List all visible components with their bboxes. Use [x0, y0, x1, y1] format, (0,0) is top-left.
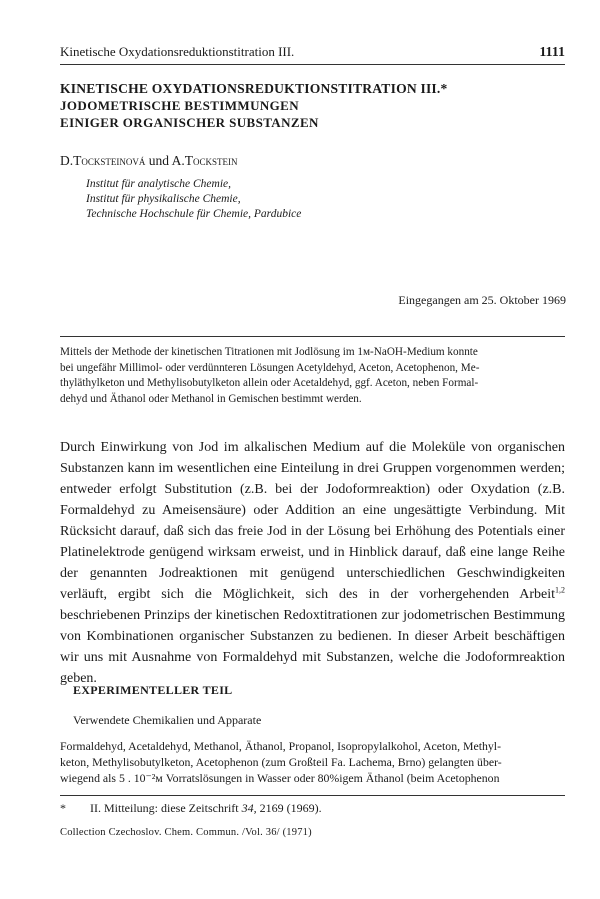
affiliation-3: Technische Hochschule für Chemie, Pardubice — [86, 208, 302, 220]
introduction-paragraph — [60, 437, 565, 689]
author2-initial: A. — [171, 153, 185, 168]
running-header — [60, 44, 565, 65]
running-title: Kinetische Oxydationsreduktionstitration III. — [60, 44, 295, 59]
experimental-line-1: Formaldehyd, Acetaldehyd, Methanol, Äthanol, Propanol, Isopropylalkohol, Aceton, Methyl- — [60, 739, 501, 753]
abstract-line-3: thyläthylketon und Methylisobutylketon allein oder Acetaldehyd, ggf. Aceton, neben Formal- — [60, 377, 479, 390]
article-title — [60, 80, 565, 131]
footnote — [60, 801, 322, 816]
author1-initial: D. — [60, 153, 74, 168]
title-line-2: JODOMETRISCHE BESTIMMUNGEN — [60, 98, 300, 113]
author-connector: und — [145, 153, 172, 168]
abstract-line-1: Mittels der Methode der kinetischen Titrationen mit Jodlösung im 1м-NaOH-Medium konnte — [60, 346, 478, 358]
section-heading: EXPERIMENTELLER TEIL — [73, 683, 233, 697]
page-number: 1111 — [539, 45, 565, 60]
abstract — [60, 336, 565, 407]
intro-part-2: beschriebenen Prinzips der kinetischen Redoxtitrationen zur jodometrischen Bestimmung von Kombinationen organischer Substanzen zu bedienen. In dieser Arbeit beschäftigen wir uns mit Ausnahme von Formaldehyd mit Substanzen, welche die Jodoformreaktion geben. — [60, 608, 565, 686]
reference-marker[interactable]: 1,2 — [555, 585, 565, 595]
authors — [60, 153, 238, 169]
author2-name: Tockstein — [184, 153, 238, 168]
abstract-line-4: dehyd und Äthanol oder Methanol in Gemischen bestimmt werden. — [60, 392, 362, 405]
affiliations — [86, 177, 301, 222]
title-line-3: EINIGER ORGANISCHER SUBSTANZEN — [60, 115, 319, 130]
footnote-marker: * — [60, 801, 66, 815]
experimental-text — [60, 738, 565, 786]
title-line-1: KINETISCHE OXYDATIONSREDUKTIONSTITRATION III.* — [60, 81, 448, 96]
intro-part-1: Durch Einwirkung von Jod im alkalischen Medium auf die Moleküle von organischen Substanzen kann im wesentlichen eine Einteilung in drei Gruppen vorgenommen werden; entweder erfolgt Substitution (z.B. bei der Jodoformreaktion) oder Oxydation (z.B. Formaldehyd zu Ameisensäure) oder Addition an eine ungesättigte Verbindung. Mit Rücksicht darauf, daß sich das freie Jod in der Lösung bei Erhöhung des Potentials einer Platinelektrode genügend wirksam erweist, und in Hinblick darauf, daß eine lange Reihe der genannten Jodreaktionen mit genügend unterschiedlichen Geschwindigkeiten verläuft, ergibt sich die Möglichkeit, sich des in der vorhergehenden Arbeit — [60, 440, 565, 602]
affiliation-2: Institut für physikalische Chemie, — [86, 193, 241, 205]
author1-name: Tocksteinová — [73, 153, 146, 168]
footnote-text: II. Mitteilung: diese Zeitschrift 34, 2169 (1969). — [90, 801, 322, 815]
footnote-volume: 34, — [241, 801, 257, 815]
abstract-line-2: bei ungefähr Millimol- oder verdünnteren Lösungen Acetyldehyd, Aceton, Acetophenon, Me- — [60, 361, 480, 374]
received-date: Eingegangen am 25. Oktober 1969 — [398, 293, 566, 307]
journal-footer: Collection Czechoslov. Chem. Commun. /Vol. 36/ (1971) — [60, 827, 312, 838]
footnote-divider — [60, 795, 565, 796]
experimental-line-2: keton, Methylisobutylketon, Acetophenon (zum Großteil Fa. Lachema, Brno) gelangten über- — [60, 755, 502, 769]
subsection-heading: Verwendete Chemikalien und Apparate — [73, 713, 262, 727]
affiliation-1: Institut für analytische Chemie, — [86, 178, 232, 190]
experimental-line-3: wiegend als 5 . 10⁻²м Vorratslösungen in Wasser oder 80%igem Äthanol (beim Acetophenon — [60, 771, 500, 785]
